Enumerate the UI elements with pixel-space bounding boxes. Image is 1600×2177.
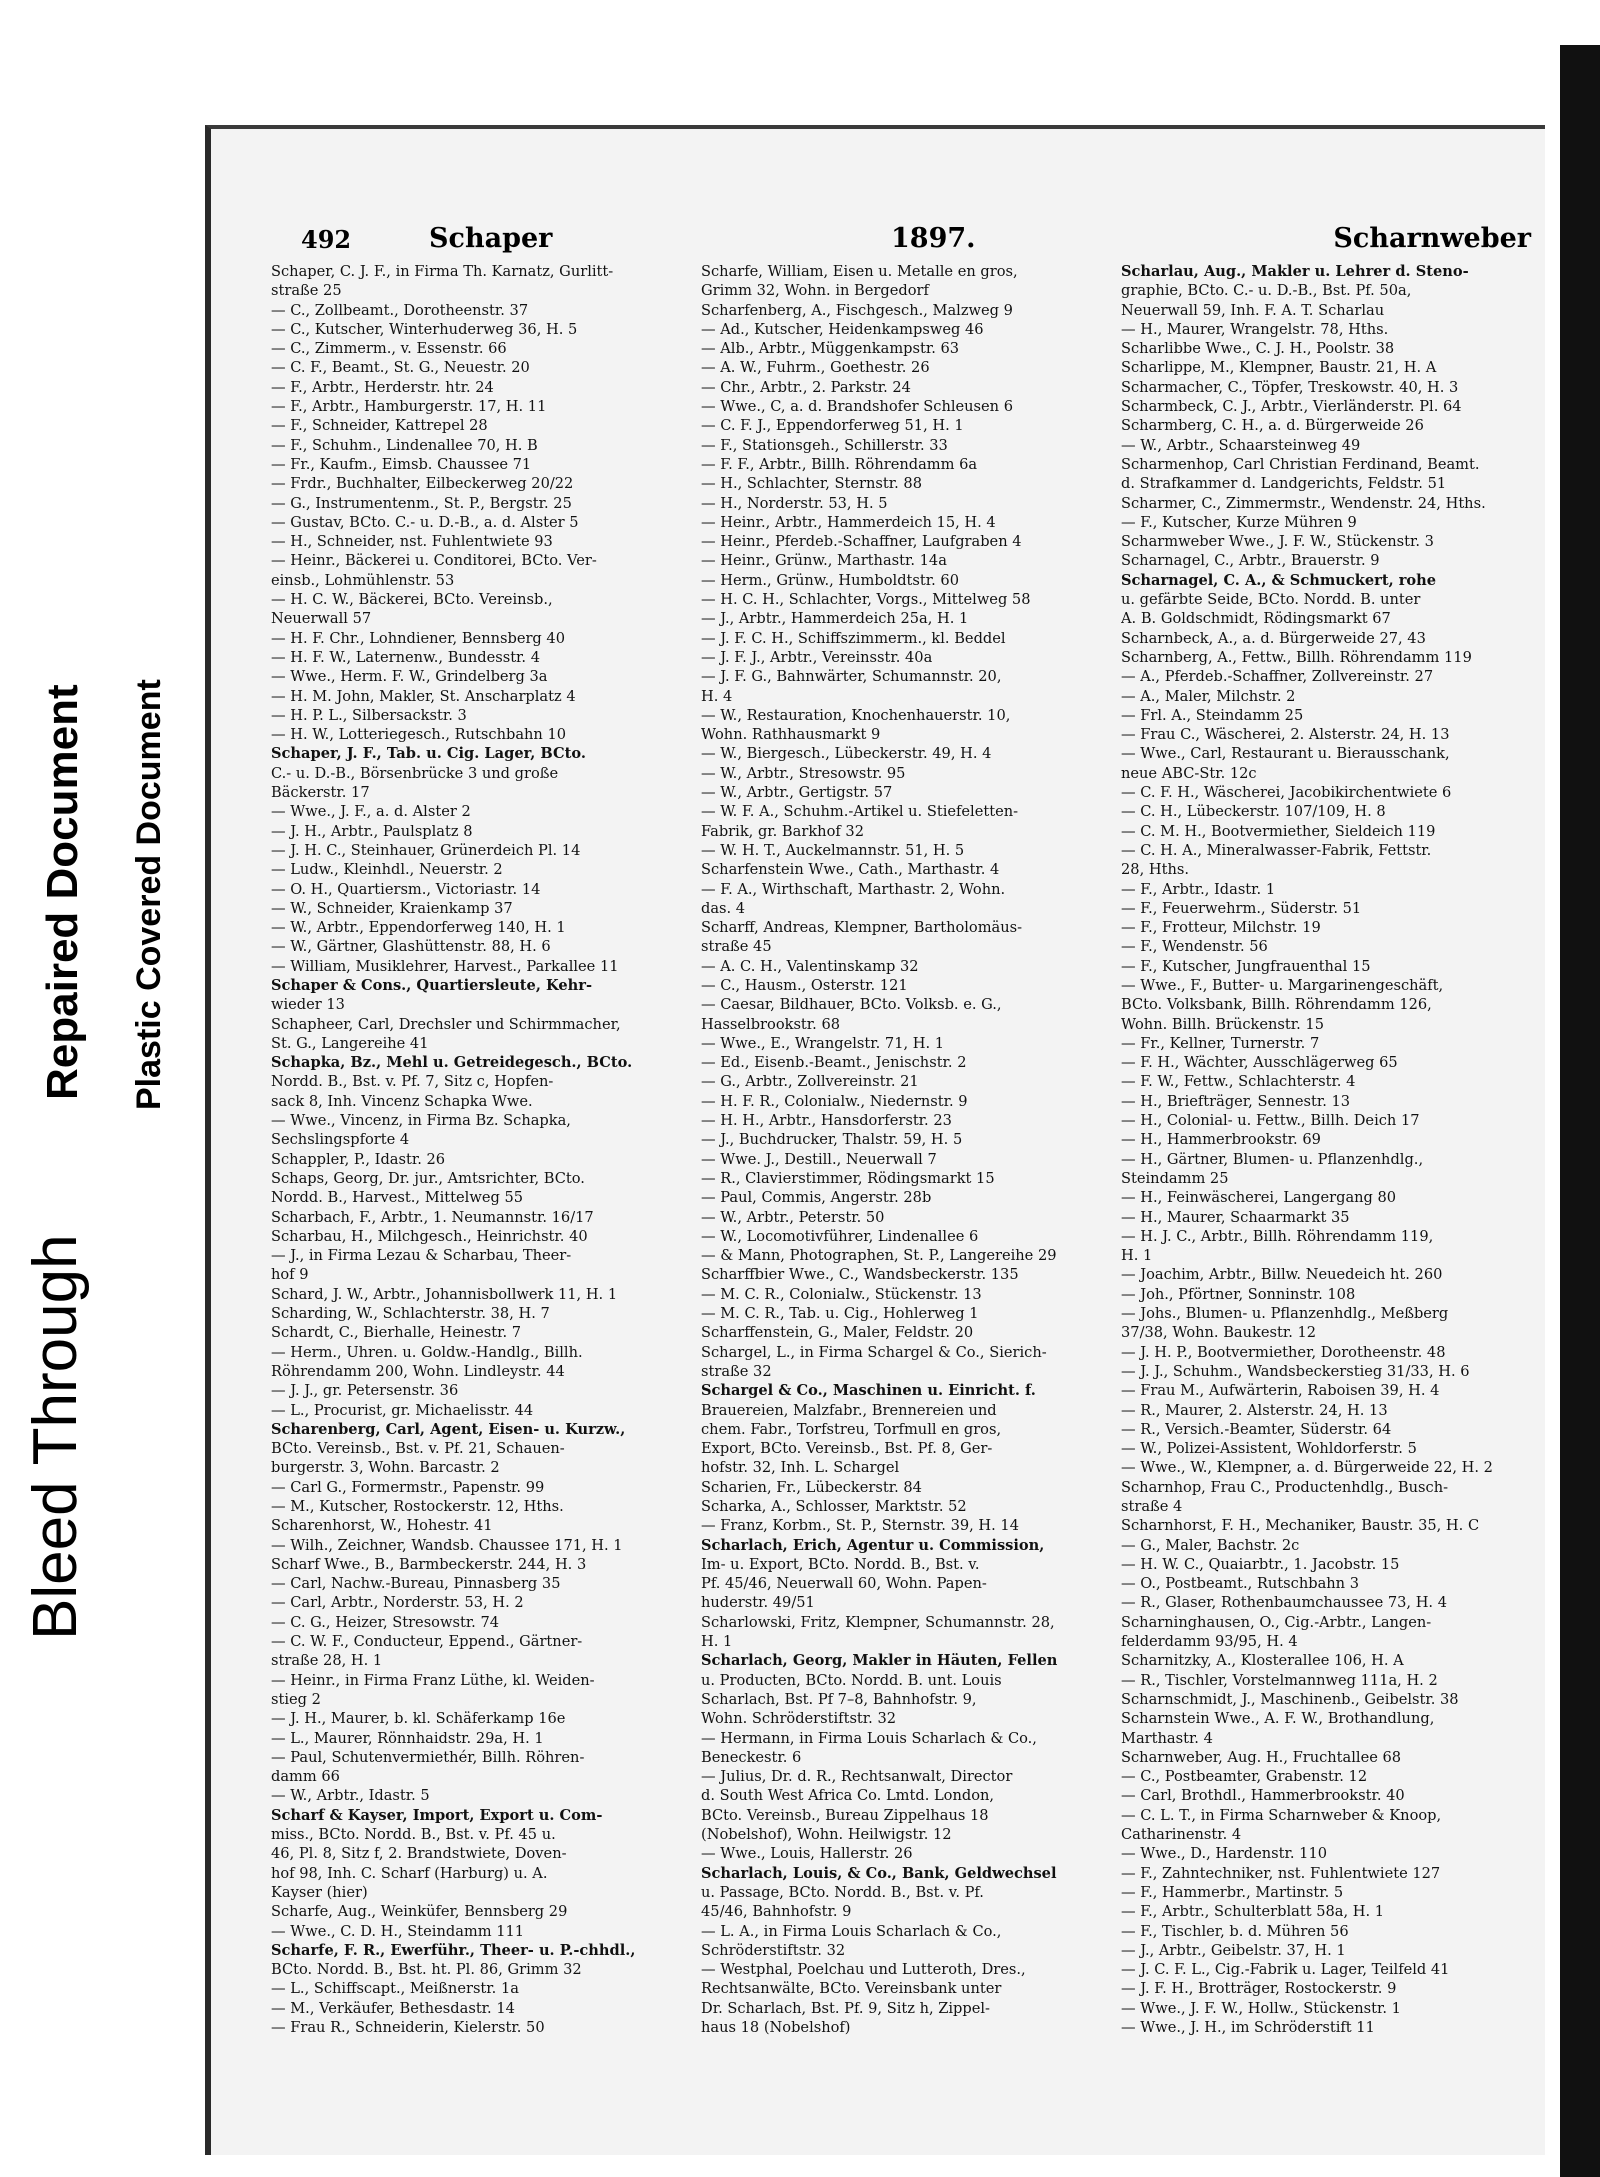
- directory-line: felderdamm 93/95, H. 4: [1121, 1633, 1298, 1651]
- directory-line: — J. H. C., Steinhauer, Grünerdeich Pl. 14: [271, 841, 581, 859]
- directory-line: Schapka, Bz., Mehl u. Getreidegesch., BCto.: [271, 1054, 633, 1072]
- directory-line: — F. A., Wirthschaft, Marthastr. 2, Wohn.: [701, 880, 1006, 898]
- directory-line: — H. C. W., Bäckerei, BCto. Vereinsb.,: [271, 591, 553, 609]
- directory-line: — R., Versich.-Beamter, Süderstr. 64: [1121, 1420, 1392, 1438]
- directory-line: — Johs., Blumen- u. Pflanzenhdlg., Meßberg: [1121, 1305, 1449, 1323]
- directory-line: — L., Maurer, Rönnhaidstr. 29a, H. 1: [271, 1729, 544, 1747]
- directory-line: Catharinenstr. 4: [1121, 1826, 1242, 1844]
- directory-line: Schard, J. W., Arbtr., Johannisbollwerk 11, H. 1: [271, 1285, 618, 1303]
- directory-line: — Paul, Schutenvermiethér, Billh. Röhren-: [271, 1748, 585, 1766]
- directory-line: — F. F., Arbtr., Billh. Röhrendamm 6a: [701, 455, 978, 473]
- directory-line: — F., Feuerwehrm., Süderstr. 51: [1121, 899, 1362, 917]
- directory-line: einsb., Lohmühlenstr. 53: [271, 571, 455, 589]
- directory-line: Scharka, A., Schlosser, Marktstr. 52: [701, 1498, 967, 1515]
- directory-line: C.- u. D.-B., Börsenbrücke 3 und große: [271, 764, 559, 782]
- directory-line: hof 9: [271, 1266, 309, 1284]
- directory-line: Sechslingspforte 4: [271, 1131, 410, 1149]
- directory-line: — L., Procurist, gr. Michaelisstr. 44: [271, 1401, 534, 1419]
- directory-line: — F., Kutscher, Kurze Mühren 9: [1121, 513, 1357, 531]
- directory-line: — F., Arbtr., Hamburgerstr. 17, H. 11: [271, 398, 547, 416]
- directory-line: — Alb., Arbtr., Müggenkampstr. 63: [701, 340, 960, 358]
- directory-line: Pf. 45/46, Neuerwall 60, Wohn. Papen-: [701, 1575, 987, 1593]
- directory-line: Scharfe, William, Eisen u. Metalle en gros,: [701, 263, 1018, 280]
- directory-line: — H., Maurer, Schaarmarkt 35: [1121, 1208, 1350, 1226]
- directory-line: — H., Schlachter, Sternstr. 88: [701, 475, 922, 493]
- directory-line: — J. F. J., Arbtr., Vereinsstr. 40a: [701, 648, 933, 666]
- directory-line: — H., Maurer, Wrangelstr. 78, Hths.: [1121, 320, 1389, 338]
- directory-line: — Herm., Uhren. u. Goldw.-Handlg., Billh.: [271, 1343, 583, 1361]
- directory-line: straße 45: [701, 938, 772, 956]
- directory-line: Scharien, Fr., Lübeckerstr. 84: [701, 1478, 922, 1496]
- directory-line: Scharnhorst, F. H., Mechaniker, Baustr. 35, H. C: [1121, 1517, 1480, 1535]
- directory-line: — J. H. P., Bootvermiether, Dorotheenstr. 48: [1121, 1343, 1446, 1361]
- directory-line: (Nobelshof), Wohn. Heilwigstr. 12: [701, 1826, 952, 1844]
- directory-line: — H. M. John, Makler, St. Anscharplatz 4: [271, 687, 576, 705]
- directory-line: — H. F. R., Colonialw., Niedernstr. 9: [701, 1092, 968, 1110]
- directory-line: Scharninghausen, O., Cig.-Arbtr., Langen-: [1121, 1613, 1432, 1631]
- directory-line: Scharnbeck, A., a. d. Bürgerweide 27, 43: [1121, 629, 1426, 647]
- directory-line: Scharlau, Aug., Makler u. Lehrer d. Steno-: [1121, 263, 1469, 280]
- directory-line: — W., Restauration, Knochenhauerstr. 10,: [701, 706, 1011, 724]
- directory-line: — L., Schiffscapt., Meißnerstr. 1a: [271, 1980, 519, 1998]
- directory-line: — F., Stationsgeh., Schillerstr. 33: [701, 436, 948, 454]
- directory-line: — J., in Firma Lezau & Scharbau, Theer-: [271, 1247, 572, 1265]
- directory-line: — F., Tischler, b. d. Mühren 56: [1121, 1922, 1349, 1940]
- directory-line: Schargel & Co., Maschinen u. Einricht. f.: [701, 1382, 1036, 1400]
- directory-line: — W., Arbtr., Peterstr. 50: [701, 1208, 885, 1226]
- directory-line: Brauereien, Malzfabr., Brennereien und: [701, 1401, 997, 1419]
- directory-line: huderstr. 49/51: [701, 1594, 815, 1612]
- directory-line: — F., Kutscher, Jungfrauenthal 15: [1121, 957, 1371, 975]
- directory-line: chem. Fabr., Torfstreu, Torfmull en gros,: [701, 1420, 1002, 1438]
- directory-line: Scharding, W., Schlachterstr. 38, H. 7: [271, 1305, 550, 1323]
- directory-line: hofstr. 32, Inh. L. Schargel: [701, 1459, 900, 1477]
- directory-line: Schardt, C., Bierhalle, Heinestr. 7: [271, 1324, 522, 1342]
- directory-line: — W., Arbtr., Schaarsteinweg 49: [1121, 436, 1361, 454]
- directory-line: — Paul, Commis, Angerstr. 28b: [701, 1189, 932, 1207]
- bleed-through-label: Bleed Through: [21, 1234, 90, 1640]
- entry-column-3: [1121, 262, 1531, 2037]
- directory-line: St. G., Langereihe 41: [271, 1034, 429, 1052]
- directory-line: — Frau C., Wäscherei, 2. Alsterstr. 24, H. 13: [1121, 726, 1450, 744]
- directory-line: — W. F. A., Schuhm.-Artikel u. Stiefeletten-: [701, 803, 1019, 821]
- directory-line: — C. G., Heizer, Stresowstr. 74: [271, 1613, 500, 1631]
- directory-line: — W., Locomotivführer, Lindenallee 6: [701, 1227, 979, 1245]
- directory-line: Scharnschmidt, J., Maschinenb., Geibelstr. 38: [1121, 1690, 1459, 1708]
- directory-line: — J. J., gr. Petersenstr. 36: [271, 1382, 459, 1400]
- directory-line: 28, Hths.: [1121, 861, 1189, 879]
- directory-line: — C. H., Lübeckerstr. 107/109, H. 8: [1121, 803, 1386, 821]
- directory-line: — J. F. G., Bahnwärter, Schumannstr. 20,: [701, 668, 1002, 686]
- directory-line: — F., Hammerbr., Martinstr. 5: [1121, 1883, 1344, 1901]
- header-year: 1897.: [891, 223, 976, 254]
- directory-line: straße 4: [1121, 1498, 1183, 1515]
- directory-line: — A., Maler, Milchstr. 2: [1121, 687, 1296, 705]
- directory-line: H. 1: [1121, 1247, 1153, 1265]
- directory-line: — L. A., in Firma Louis Scharlach & Co.,: [701, 1922, 1002, 1940]
- directory-line: Nordd. B., Harvest., Mittelweg 55: [271, 1189, 524, 1207]
- header-left-word: Schaper: [429, 223, 553, 254]
- directory-line: — W., Arbtr., Gertigstr. 57: [701, 784, 893, 802]
- directory-line: — Heinr., Pferdeb.-Schaffner, Laufgraben 4: [701, 533, 1022, 551]
- directory-line: — G., Maler, Bachstr. 2c: [1121, 1536, 1300, 1554]
- directory-line: — C. F. H., Wäscherei, Jacobikirchentwiete 6: [1121, 784, 1452, 802]
- directory-line: H. 1: [701, 1633, 733, 1651]
- directory-line: Scharlippe, M., Klempner, Baustr. 21, H. A: [1121, 359, 1437, 377]
- directory-line: — H., Gärtner, Blumen- u. Pflanzenhdlg.,: [1121, 1150, 1424, 1168]
- directory-line: — Wwe., J. F. W., Hollw., Stückenstr. 1: [1121, 1999, 1401, 2017]
- directory-line: — W., Arbtr., Stresowstr. 95: [701, 764, 906, 782]
- header-right-word: Scharnweber: [1333, 223, 1531, 254]
- directory-line: — H. W. C., Quaiarbtr., 1. Jacobstr. 15: [1121, 1555, 1400, 1573]
- directory-line: Schaps, Georg, Dr. jur., Amtsrichter, BCto.: [271, 1169, 585, 1187]
- directory-line: — J., Arbtr., Geibelstr. 37, H. 1: [1121, 1941, 1346, 1959]
- directory-line: — Westphal, Poelchau und Lutteroth, Dres.,: [701, 1961, 1026, 1979]
- directory-line: — F., Schneider, Kattrepel 28: [271, 417, 488, 435]
- directory-line: Wohn. Billh. Brückenstr. 15: [1121, 1015, 1325, 1033]
- directory-line: — W., Arbtr., Idastr. 5: [271, 1787, 430, 1805]
- directory-line: — Carl, Arbtr., Norderstr. 53, H. 2: [271, 1594, 524, 1612]
- plastic-covered-label: Plastic Covered Document: [130, 679, 168, 1110]
- directory-line: Scharlowski, Fritz, Klempner, Schumannstr. 28,: [701, 1613, 1055, 1631]
- directory-line: Im- u. Export, BCto. Nordd. B., Bst. v.: [701, 1555, 980, 1573]
- directory-line: — J., Buchdrucker, Thalstr. 59, H. 5: [701, 1131, 963, 1149]
- directory-line: Scharfe, Aug., Weinküfer, Bennsberg 29: [271, 1903, 568, 1921]
- directory-line: — J. C. F. L., Cig.-Fabrik u. Lager, Teilfeld 41: [1121, 1961, 1450, 1979]
- directory-line: — Wwe., Carl, Restaurant u. Bierausschank,: [1121, 745, 1450, 763]
- directory-line: — Wwe., D., Hardenstr. 110: [1121, 1845, 1328, 1863]
- directory-line: — W., Gärtner, Glashüttenstr. 88, H. 6: [271, 938, 551, 956]
- directory-line: hof 98, Inh. C. Scharf (Harburg) u. A.: [271, 1864, 548, 1882]
- directory-line: — J. F. C. H., Schiffszimmerm., kl. Beddel: [701, 629, 1006, 647]
- directory-line: — Carl G., Formermstr., Papenstr. 99: [271, 1478, 545, 1496]
- directory-line: burgerstr. 3, Wohn. Barcastr. 2: [271, 1459, 500, 1477]
- directory-line: Scharbau, H., Milchgesch., Heinrichstr. 40: [271, 1227, 588, 1245]
- directory-line: Scharmweber Wwe., J. F. W., Stückenstr. 3: [1121, 533, 1434, 551]
- scan-edge-bar: [1560, 45, 1600, 2177]
- directory-line: — C., Hausm., Osterstr. 121: [701, 976, 908, 994]
- directory-line: — Wwe., W., Klempner, a. d. Bürgerweide 22, H. 2: [1121, 1459, 1493, 1477]
- directory-line: — W., Polizei-Assistent, Wohldorferstr. 5: [1121, 1440, 1417, 1458]
- directory-line: — C. F., Beamt., St. G., Neuestr. 20: [271, 359, 530, 377]
- directory-line: — H. H., Arbtr., Hansdorferstr. 23: [701, 1112, 952, 1130]
- directory-line: Scharff, Andreas, Klempner, Bartholomäus-: [701, 919, 1023, 937]
- directory-line: Scharnberg, A., Fettw., Billh. Röhrendamm 119: [1121, 648, 1472, 666]
- directory-line: — Wwe., E., Wrangelstr. 71, H. 1: [701, 1034, 945, 1052]
- directory-line: — H., Feinwäscherei, Langergang 80: [1121, 1189, 1397, 1207]
- directory-line: 37/38, Wohn. Baukestr. 12: [1121, 1324, 1317, 1342]
- directory-line: Scharnweber, Aug. H., Fruchtallee 68: [1121, 1748, 1402, 1766]
- directory-line: — Frau R., Schneiderin, Kielerstr. 50: [271, 2019, 545, 2037]
- directory-line: Scharenberg, Carl, Agent, Eisen- u. Kurzw.,: [271, 1420, 626, 1438]
- directory-line: Scharf & Kayser, Import, Export u. Com-: [271, 1806, 603, 1824]
- directory-line: — O., Postbeamt., Rutschbahn 3: [1121, 1575, 1360, 1593]
- directory-line: — H. W., Lotteriegesch., Rutschbahn 10: [271, 726, 567, 744]
- directory-line: — H. C. H., Schlachter, Vorgs., Mittelweg 58: [701, 591, 1031, 609]
- directory-line: Scharmbeck, C. J., Arbtr., Vierländerstr. Pl. 64: [1121, 398, 1462, 416]
- directory-line: — F., Arbtr., Schulterblatt 58a, H. 1: [1121, 1903, 1385, 1921]
- directory-line: — Hermann, in Firma Louis Scharlach & Co.,: [701, 1729, 1037, 1747]
- directory-line: BCto. Vereinsb., Bst. v. Pf. 21, Schauen-: [271, 1440, 565, 1458]
- directory-line: Scharnitzky, A., Klosterallee 106, H. A: [1121, 1652, 1404, 1670]
- directory-line: Schaper, C. J. F., in Firma Th. Karnatz, Gurlitt-: [271, 263, 614, 280]
- directory-line: Scharlach, Erich, Agentur u. Commission,: [701, 1536, 1045, 1554]
- directory-line: Scharffenstein, G., Maler, Feldstr. 20: [701, 1324, 974, 1342]
- directory-line: — G., Instrumentenm., St. P., Bergstr. 25: [271, 494, 572, 512]
- directory-line: — Chr., Arbtr., 2. Parkstr. 24: [701, 378, 911, 396]
- directory-line: — Heinr., Arbtr., Hammerdeich 15, H. 4: [701, 513, 996, 531]
- directory-line: — R., Glaser, Rothenbaumchaussee 73, H. 4: [1121, 1594, 1447, 1612]
- directory-line: — J. F. H., Brotträger, Rostockerstr. 9: [1121, 1980, 1397, 1998]
- directory-line: — H., Norderstr. 53, H. 5: [701, 494, 888, 512]
- directory-line: Wohn. Schröderstiftstr. 32: [701, 1710, 897, 1728]
- directory-line: Schröderstiftstr. 32: [701, 1941, 846, 1959]
- directory-line: — M., Verkäufer, Bethesdastr. 14: [271, 1999, 515, 2017]
- directory-line: — Wwe., J. H., im Schröderstift 11: [1121, 2019, 1375, 2037]
- directory-line: — H., Colonial- u. Fettw., Billh. Deich 17: [1121, 1112, 1420, 1130]
- directory-line: miss., BCto. Nordd. B., Bst. v. Pf. 45 u.: [271, 1826, 556, 1844]
- directory-line: u. gefärbte Seide, BCto. Nordd. B. unter: [1121, 591, 1421, 609]
- directory-line: Scharmacher, C., Töpfer, Treskowstr. 40, H. 3: [1121, 378, 1459, 396]
- directory-line: u. Producten, BCto. Nordd. B. unt. Louis: [701, 1671, 1002, 1689]
- directory-line: Scharlach, Georg, Makler in Häuten, Fellen: [701, 1652, 1058, 1670]
- directory-line: Scharf Wwe., B., Barmbeckerstr. 244, H. 3: [271, 1555, 587, 1573]
- directory-line: — Wwe., Vincenz, in Firma Bz. Schapka,: [271, 1112, 571, 1130]
- directory-line: — Fr., Kaufm., Eimsb. Chaussee 71: [271, 455, 532, 473]
- directory-line: — Frl. A., Steindamm 25: [1121, 706, 1304, 724]
- directory-line: Nordd. B., Bst. v. Pf. 7, Sitz c, Hopfen-: [271, 1073, 554, 1091]
- directory-line: — Wwe., C, a. d. Brandshofer Schleusen 6: [701, 398, 1013, 416]
- directory-line: — H., Schneider, nst. Fuhlentwiete 93: [271, 533, 553, 551]
- directory-line: — Heinr., Grünw., Marthastr. 14a: [701, 552, 947, 570]
- directory-line: — Carl, Nachw.-Bureau, Pinnasberg 35: [271, 1575, 561, 1593]
- directory-line: — F. H., Wächter, Ausschlägerweg 65: [1121, 1054, 1398, 1072]
- directory-line: — Frau M., Aufwärterin, Raboisen 39, H. 4: [1121, 1382, 1440, 1400]
- directory-line: — Ad., Kutscher, Heidenkampsweg 46: [701, 320, 984, 338]
- directory-line: — Heinr., Bäckerei u. Conditorei, BCto. Ver-: [271, 552, 597, 570]
- directory-line: Beneckestr. 6: [701, 1748, 802, 1766]
- directory-line: — F., Arbtr., Idastr. 1: [1121, 880, 1276, 898]
- directory-line: — R., Maurer, 2. Alsterstr. 24, H. 13: [1121, 1401, 1388, 1419]
- directory-line: Rechtsanwälte, BCto. Vereinsbank unter: [701, 1980, 1002, 1998]
- directory-line: Scharmer, C., Zimmermstr., Wendenstr. 24, Hths.: [1121, 494, 1486, 512]
- directory-line: — H. F. W., Laternenw., Bundesstr. 4: [271, 648, 540, 666]
- directory-line: Scharffbier Wwe., C., Wandsbeckerstr. 135: [701, 1266, 1019, 1284]
- page-header: [301, 217, 1531, 257]
- directory-line: damm 66: [271, 1768, 340, 1786]
- directory-line: stieg 2: [271, 1690, 321, 1708]
- directory-line: d. South West Africa Co. Lmtd. London,: [701, 1787, 995, 1805]
- directory-line: — Carl, Brothdl., Hammerbrookstr. 40: [1121, 1787, 1405, 1805]
- entry-column-2: [701, 262, 1111, 2037]
- directory-line: Scharmberg, C. H., a. d. Bürgerweide 26: [1121, 417, 1424, 435]
- directory-line: — O. H., Quartiersm., Victoriastr. 14: [271, 880, 541, 898]
- directory-line: — H. J. C., Arbtr., Billh. Röhrendamm 119,: [1121, 1227, 1434, 1245]
- directory-line: Fabrik, gr. Barkhof 32: [701, 822, 864, 840]
- directory-line: — Heinr., in Firma Franz Lüthe, kl. Weiden-: [271, 1671, 595, 1689]
- directory-line: BCto. Vereinsb., Bureau Zippelhaus 18: [701, 1806, 989, 1824]
- directory-page: [205, 125, 1545, 2155]
- directory-line: Scharbach, F., Arbtr., 1. Neumannstr. 16/17: [271, 1208, 594, 1226]
- directory-line: — A., Pferdeb.-Schaffner, Zollvereinstr. 27: [1121, 668, 1434, 686]
- directory-line: — M., Kutscher, Rostockerstr. 12, Hths.: [271, 1498, 564, 1515]
- directory-line: — C., Kutscher, Winterhuderweg 36, H. 5: [271, 320, 578, 338]
- directory-line: Schaper & Cons., Quartiersleute, Kehr-: [271, 976, 592, 994]
- directory-line: — Joachim, Arbtr., Billw. Neuedeich ht. 260: [1121, 1266, 1443, 1284]
- directory-line: — Herm., Grünw., Humboldtstr. 60: [701, 571, 959, 589]
- directory-line: — M. C. R., Tab. u. Cig., Hohlerweg 1: [701, 1305, 979, 1323]
- directory-line: 46, Pl. 8, Sitz f, 2. Brandstwiete, Doven-: [271, 1845, 567, 1863]
- directory-line: — F. W., Fettw., Schlachterstr. 4: [1121, 1073, 1356, 1091]
- directory-line: — C. L. T., in Firma Scharnweber & Knoop,: [1121, 1806, 1442, 1824]
- directory-line: — C. W. F., Conducteur, Eppend., Gärtner-: [271, 1633, 583, 1651]
- directory-line: BCto. Volksbank, Billh. Röhrendamm 126,: [1121, 996, 1432, 1014]
- directory-line: — F., Wendenstr. 56: [1121, 938, 1268, 956]
- directory-line: — Gustav, BCto. C.- u. D.-B., a. d. Alster 5: [271, 513, 579, 531]
- directory-line: — C. M. H., Bootvermiether, Sieldeich 119: [1121, 822, 1436, 840]
- directory-line: — C., Zimmerm., v. Essenstr. 66: [271, 340, 507, 358]
- left-margin: [0, 0, 200, 2177]
- directory-line: — Franz, Korbm., St. P., Sternstr. 39, H. 14: [701, 1517, 1019, 1535]
- directory-line: — R., Tischler, Vorstelmannweg 111a, H. 2: [1121, 1671, 1438, 1689]
- directory-line: — C., Postbeamter, Grabenstr. 12: [1121, 1768, 1368, 1786]
- directory-line: — Frdr., Buchhalter, Eilbeckerweg 20/22: [271, 475, 574, 493]
- directory-line: Bäckerstr. 17: [271, 784, 370, 802]
- directory-line: wieder 13: [271, 996, 345, 1014]
- directory-line: A. B. Goldschmidt, Rödingsmarkt 67: [1121, 610, 1391, 628]
- directory-line: — C. F. J., Eppendorferweg 51, H. 1: [701, 417, 964, 435]
- directory-line: — W., Biergesch., Lübeckerstr. 49, H. 4: [701, 745, 992, 763]
- directory-line: Steindamm 25: [1121, 1169, 1229, 1187]
- directory-line: Scharenhorst, W., Hohestr. 41: [271, 1517, 493, 1535]
- directory-line: — J. J., Schuhm., Wandsbeckerstieg 31/33, H. 6: [1121, 1362, 1470, 1380]
- directory-line: Schapheer, Carl, Drechsler und Schirmmacher,: [271, 1015, 621, 1033]
- directory-line: Scharlach, Bst. Pf 7–8, Bahnhofstr. 9,: [701, 1690, 977, 1708]
- directory-line: H. 4: [701, 687, 733, 705]
- directory-line: Scharnagel, C., Arbtr., Brauerstr. 9: [1121, 552, 1380, 570]
- directory-line: — F., Zahntechniker, nst. Fuhlentwiete 127: [1121, 1864, 1441, 1882]
- directory-line: Grimm 32, Wohn. in Bergedorf: [701, 282, 929, 300]
- directory-line: — Julius, Dr. d. R., Rechtsanwalt, Director: [701, 1768, 1013, 1786]
- directory-line: — J. H., Maurer, b. kl. Schäferkamp 16e: [271, 1710, 566, 1728]
- directory-line: neue ABC-Str. 12c: [1121, 764, 1257, 782]
- directory-line: Scharfe, F. R., Ewerführ., Theer- u. P.-chhdl.,: [271, 1941, 636, 1959]
- directory-line: — J. H., Arbtr., Paulsplatz 8: [271, 822, 473, 840]
- directory-line: straße 32: [701, 1362, 772, 1380]
- directory-line: — A. C. H., Valentinskamp 32: [701, 957, 919, 975]
- directory-line: — & Mann, Photographen, St. P., Langereihe 29: [701, 1247, 1057, 1265]
- directory-line: — Wwe., F., Butter- u. Margarinengeschäft,: [1121, 976, 1444, 994]
- directory-line: — H. F. Chr., Lohndiener, Bennsberg 40: [271, 629, 565, 647]
- directory-line: d. Strafkammer d. Landgerichts, Feldstr. 51: [1121, 475, 1447, 493]
- directory-line: u. Passage, BCto. Nordd. B., Bst. v. Pf.: [701, 1883, 984, 1901]
- directory-line: Neuerwall 57: [271, 610, 372, 628]
- directory-line: Neuerwall 59, Inh. F. A. T. Scharlau: [1121, 301, 1385, 319]
- directory-line: — F., Frotteur, Milchstr. 19: [1121, 919, 1321, 937]
- page-number: 492: [301, 225, 352, 254]
- directory-line: — Ed., Eisenb.-Beamt., Jenischstr. 2: [701, 1054, 967, 1072]
- directory-line: — H. P. L., Silbersackstr. 3: [271, 706, 467, 724]
- directory-line: — M. C. R., Colonialw., Stückenstr. 13: [701, 1285, 982, 1303]
- directory-line: Röhrendamm 200, Wohn. Lindleystr. 44: [271, 1362, 565, 1380]
- directory-line: BCto. Nordd. B., Bst. ht. Pl. 86, Grimm 32: [271, 1961, 582, 1979]
- directory-line: — F., Arbtr., Herderstr. htr. 24: [271, 378, 494, 396]
- directory-line: Export, BCto. Vereinsb., Bst. Pf. 8, Ger-: [701, 1440, 993, 1458]
- directory-line: haus 18 (Nobelshof): [701, 2019, 851, 2037]
- directory-line: Scharmenhop, Carl Christian Ferdinand, Beamt.: [1121, 455, 1480, 473]
- directory-line: — Wwe., Louis, Hallerstr. 26: [701, 1845, 913, 1863]
- directory-line: — Wwe., J. F., a. d. Alster 2: [271, 803, 471, 821]
- directory-line: — H., Hammerbrookstr. 69: [1121, 1131, 1321, 1149]
- directory-line: Wohn. Rathhausmarkt 9: [701, 726, 881, 744]
- directory-line: graphie, BCto. C.- u. D.-B., Bst. Pf. 50a,: [1121, 282, 1412, 300]
- directory-line: straße 28, H. 1: [271, 1652, 383, 1670]
- directory-line: Scharnhop, Frau C., Productenhdlg., Busch-: [1121, 1478, 1449, 1496]
- directory-line: Scharnagel, C. A., & Schmuckert, rohe: [1121, 571, 1437, 589]
- directory-line: Scharfenberg, A., Fischgesch., Malzweg 9: [701, 301, 1013, 319]
- directory-line: Kayser (hier): [271, 1883, 368, 1901]
- directory-line: Schargel, L., in Firma Schargel & Co., Sierich-: [701, 1343, 1047, 1361]
- directory-line: — Wilh., Zeichner, Wandsb. Chaussee 171, H. 1: [271, 1536, 623, 1554]
- directory-line: — C., Zollbeamt., Dorotheenstr. 37: [271, 301, 529, 319]
- directory-line: — G., Arbtr., Zollvereinstr. 21: [701, 1073, 919, 1091]
- directory-line: — Fr., Kellner, Turnerstr. 7: [1121, 1034, 1320, 1052]
- repaired-document-label: Repaired Document: [38, 684, 87, 1100]
- directory-line: — W., Arbtr., Eppendorferweg 140, H. 1: [271, 919, 566, 937]
- directory-line: das. 4: [701, 899, 746, 917]
- directory-line: — W., Schneider, Kraienkamp 37: [271, 899, 513, 917]
- directory-line: — Wwe., Herm. F. W., Grindelberg 3a: [271, 668, 548, 686]
- directory-line: straße 25: [271, 282, 342, 300]
- directory-line: — Wwe. J., Destill., Neuerwall 7: [701, 1150, 937, 1168]
- directory-line: Schaper, J. F., Tab. u. Cig. Lager, BCto.: [271, 745, 586, 763]
- entry-column-1: [271, 262, 686, 2037]
- directory-line: Scharlach, Louis, & Co., Bank, Geldwechsel: [701, 1864, 1057, 1882]
- directory-line: — Caesar, Bildhauer, BCto. Volksb. e. G.,: [701, 996, 1002, 1014]
- directory-line: — A. W., Fuhrm., Goethestr. 26: [701, 359, 930, 377]
- directory-line: Scharnstein Wwe., A. F. W., Brothandlung,: [1121, 1710, 1435, 1728]
- directory-line: — H., Briefträger, Sennestr. 13: [1121, 1092, 1351, 1110]
- directory-line: Schappler, P., Idastr. 26: [271, 1150, 446, 1168]
- directory-line: — J., Arbtr., Hammerdeich 25a, H. 1: [701, 610, 969, 628]
- directory-line: — William, Musiklehrer, Harvest., Parkallee 11: [271, 957, 619, 975]
- directory-line: Scharfenstein Wwe., Cath., Marthastr. 4: [701, 861, 1000, 879]
- directory-line: Hasselbrookstr. 68: [701, 1015, 841, 1033]
- directory-line: 45/46, Bahnhofstr. 9: [701, 1903, 852, 1921]
- directory-line: Dr. Scharlach, Bst. Pf. 9, Sitz h, Zippel-: [701, 1999, 990, 2017]
- directory-line: sack 8, Inh. Vincenz Schapka Wwe.: [271, 1092, 533, 1110]
- directory-line: Marthastr. 4: [1121, 1729, 1213, 1747]
- directory-line: — Joh., Pförtner, Sonninstr. 108: [1121, 1285, 1356, 1303]
- directory-line: — F., Schuhm., Lindenallee 70, H. B: [271, 436, 538, 454]
- directory-line: — W. H. T., Auckelmannstr. 51, H. 5: [701, 841, 965, 859]
- directory-line: — C. H. A., Mineralwasser-Fabrik, Fettstr.: [1121, 841, 1432, 859]
- directory-line: Scharlibbe Wwe., C. J. H., Poolstr. 38: [1121, 340, 1395, 358]
- directory-line: — R., Clavierstimmer, Rödingsmarkt 15: [701, 1169, 995, 1187]
- directory-line: — Ludw., Kleinhdl., Neuerstr. 2: [271, 861, 503, 879]
- directory-line: — Wwe., C. D. H., Steindamm 111: [271, 1922, 525, 1940]
